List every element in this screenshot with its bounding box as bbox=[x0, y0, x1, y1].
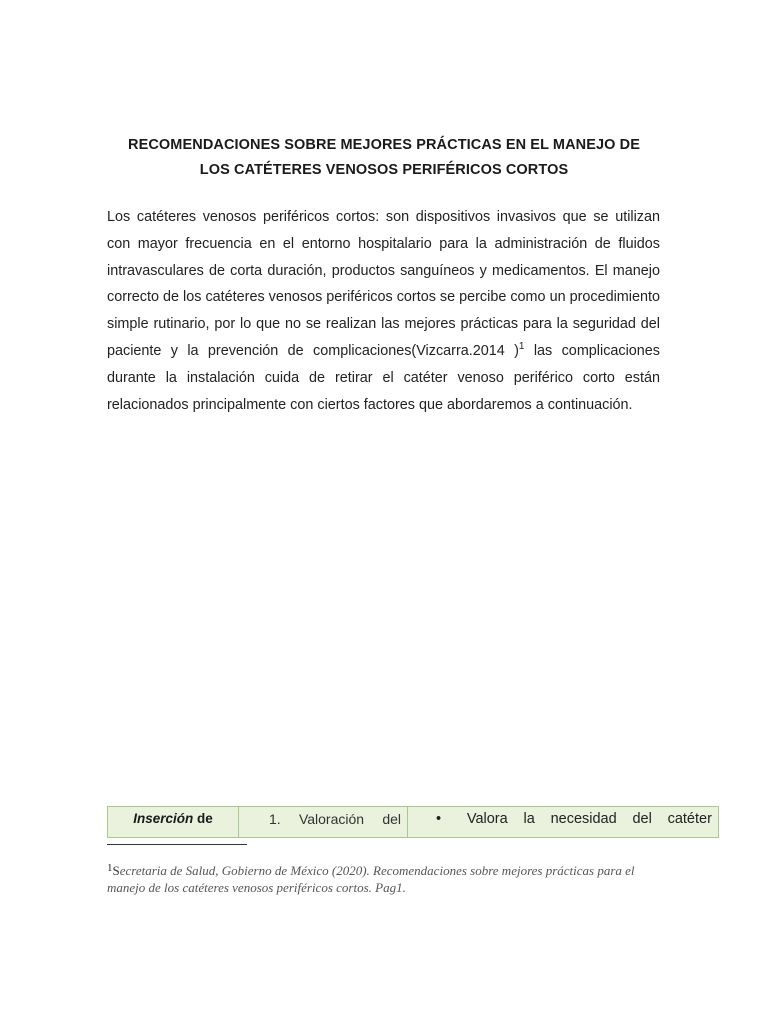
footnote-first-letter: S bbox=[112, 863, 120, 878]
table-cell-action bbox=[408, 807, 718, 837]
table-cell-stage bbox=[108, 807, 239, 837]
action-word: catéter bbox=[667, 811, 712, 827]
action-word: del bbox=[632, 811, 652, 827]
paragraph-text-2: las complicaciones durante la instalación cuida de retirar el catéter venoso periférico corto están relacionados principalmente con ciertos factores que abordaremos a continuación. bbox=[107, 342, 660, 413]
stage-label-rest: de bbox=[193, 811, 213, 826]
action-word: necesidad bbox=[550, 811, 617, 827]
step-word-2: del bbox=[382, 811, 401, 827]
table-cell-step bbox=[239, 807, 408, 837]
procedure-table bbox=[107, 806, 719, 838]
step-number: 1. bbox=[269, 811, 281, 827]
footnote-number: 1 bbox=[107, 862, 113, 874]
footnote-reference[interactable]: 1 bbox=[518, 340, 525, 352]
paragraph-text-1: Los catéteres venosos periféricos cortos: son dispositivos invasivos que se utilizan con mayor frecuencia en el entorno hospitalario para la administración de fluidos intravasculares de corta duración, productos sanguíneos y medicamentos. El manejo correcto de los catéteres venosos periféricos cortos se percibe como un procedimiento simple rutinario, por lo que no se realizan las mejores prácticas para la seguridad del paciente y la prevención de complicaciones(Vizcarra.2014 ) bbox=[107, 209, 660, 359]
footnote bbox=[107, 862, 667, 896]
intro-paragraph bbox=[107, 204, 660, 418]
action-word: la bbox=[523, 811, 535, 827]
footnote-text: ecretaria de Salud, Gobierno de México (2020). Recomendaciones sobre mejores prácticas para el manejo de los catéteres venosos periféricos cortos. Pag1. bbox=[107, 863, 635, 895]
document-title bbox=[100, 133, 668, 183]
action-word: Valora bbox=[466, 811, 508, 827]
stage-label-italic: Inserción bbox=[133, 811, 194, 826]
title-line-2: LOS CATÉTERES VENOSOS PERIFÉRICOS CORTOS bbox=[199, 162, 569, 178]
step-word-1: Valoración bbox=[298, 811, 365, 827]
title-line-1: RECOMENDACIONES SOBRE MEJORES PRÁCTICAS EN EL MANEJO DE bbox=[128, 137, 640, 153]
footnote-separator bbox=[107, 844, 247, 845]
bullet-icon: • bbox=[436, 811, 442, 827]
